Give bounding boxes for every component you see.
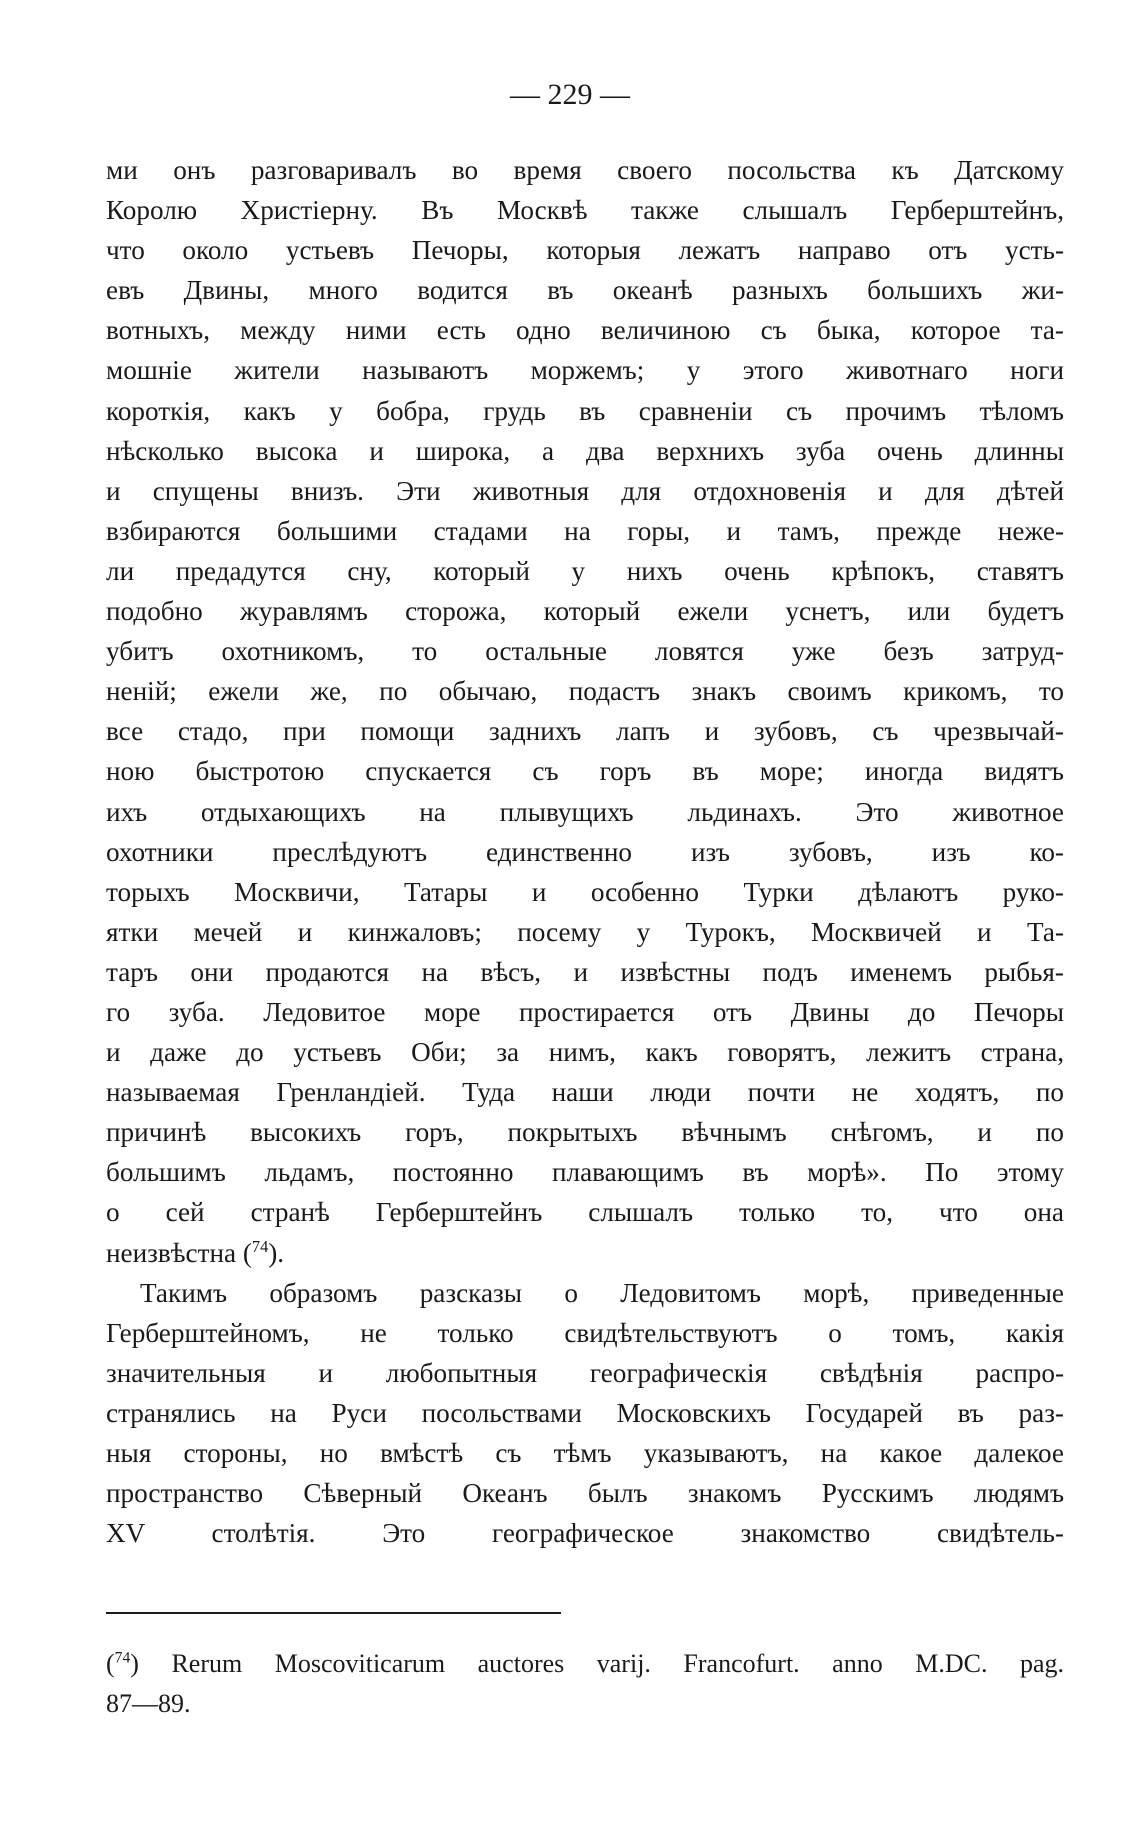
- text-line: охотники преслѣдуютъ единственно изъ зубовъ, изъ ко-: [106, 836, 1064, 867]
- text-segment: неизвѣстна (: [106, 1237, 252, 1268]
- footnote-paren: (: [106, 1649, 115, 1678]
- text-line: большимъ льдамъ, постоянно плавающимъ въ морѣ». По этому: [106, 1157, 1064, 1188]
- paragraph-1: [106, 150, 1064, 1273]
- text-line: Герберштейномъ, не только свидѣтельствуютъ о томъ, какiя: [106, 1317, 1064, 1348]
- text-line: ми онъ разговаривалъ во время своего посольства къ Датскому: [106, 155, 1064, 185]
- text-line: странялись на Руси посольствами Московскихъ Государей въ раз-: [106, 1397, 1064, 1428]
- text-line: взбираются большими стадами на горы, и тамъ, прежде неже-: [106, 515, 1064, 546]
- text-line: ною быстротою спускается съ горъ въ море; иногда видятъ: [106, 756, 1064, 787]
- footnote: [106, 1644, 1064, 1724]
- page-number: — 229 —: [510, 78, 630, 111]
- text-line: и спущены внизъ. Эти животныя для отдохновенiя и для дѣтей: [106, 475, 1064, 506]
- text-line: таръ они продаются на вѣсъ, и извѣстны подъ именемъ рыбья-: [106, 956, 1064, 987]
- text-line: вотныхъ, между ними есть одно величиною съ быка, которое та-: [106, 315, 1064, 346]
- paragraph-2: [106, 1273, 1064, 1554]
- text-line: называемая Гренландiей. Туда наши люди почти не ходятъ, по: [106, 1077, 1064, 1108]
- text-line: ихъ отдыхающихъ на плывущихъ льдинахъ. Это животное: [106, 796, 1064, 827]
- footnote-line: [106, 1644, 1064, 1684]
- text-line-last: [106, 1233, 1064, 1273]
- text-line: Такимъ образомъ разсказы о Ледовитомъ морѣ, приведенные: [140, 1277, 1064, 1308]
- footnote-reference[interactable]: 74: [251, 1236, 269, 1256]
- text-line: нѣсколько высока и широка, а два верхнихъ зуба очень длинны: [106, 435, 1064, 466]
- text-line: короткiя, какъ у бобра, грудь въ сравненiи съ прочимъ тѣломъ: [106, 395, 1064, 426]
- text-line: причинѣ высокихъ горъ, покрытыхъ вѣчнымъ снѣгомъ, и по: [106, 1117, 1064, 1148]
- text-line: ятки мечей и кинжаловъ; посему у Турокъ, Москвичей и Та-: [106, 916, 1064, 947]
- text-line: ныя стороны, но вмѣстѣ съ тѣмъ указываютъ, на какое далекое: [106, 1438, 1064, 1468]
- text-line: пространство Сѣверный Океанъ былъ знакомъ Русскимъ людямъ: [106, 1478, 1064, 1509]
- text-line: о сей странѣ Герберштейнъ слышалъ только то, что она: [106, 1197, 1064, 1228]
- text-line: значительныя и любопытныя географическiя свѣдѣнiя распро-: [106, 1357, 1064, 1388]
- footnote-divider: [106, 1612, 561, 1614]
- text-line: и даже до устьевъ Оби; за нимъ, какъ говорятъ, лежитъ страна,: [106, 1037, 1064, 1068]
- text-segment: ).: [268, 1237, 285, 1268]
- text-line: го зуба. Ледовитое море простирается отъ Двины до Печоры: [106, 996, 1064, 1027]
- footnote-citation: Rerum Moscoviticarum auctores varij. Francofurt. anno M.DC. pag.: [171, 1649, 1065, 1678]
- text-line: подобно журавлямъ сторожа, который ежели уснетъ, или будетъ: [106, 596, 1064, 627]
- text-line: Королю Христiерну. Въ Москвѣ также слышалъ Герберштейнъ,: [106, 195, 1064, 226]
- text-line: евъ Двины, много водится въ океанѣ разныхъ большихъ жи-: [106, 275, 1064, 306]
- text-line: мошнiе жители называютъ моржемъ; у этого животнаго ноги: [106, 355, 1064, 386]
- footnote-paren: ): [130, 1649, 139, 1678]
- text-line: убитъ охотникомъ, то остальные ловятся уже безъ затруд-: [106, 636, 1064, 667]
- text-line: ли предадутся сну, который у нихъ очень крѣпокъ, ставятъ: [106, 555, 1064, 586]
- footnote-pages: 87—89.: [106, 1689, 191, 1718]
- body-text: [106, 150, 1064, 1553]
- text-line: ненiй; ежели же, по обычаю, подастъ знакъ своимъ крикомъ, то: [106, 676, 1064, 707]
- footnote-number: 74: [114, 1649, 131, 1667]
- text-line: торыхъ Москвичи, Татары и особенно Турки дѣлаютъ руко-: [106, 876, 1064, 907]
- text-line: все стадо, при помощи заднихъ лапъ и зубовъ, съ чрезвычай-: [106, 716, 1064, 747]
- text-line: XV столѣтiя. Это географическое знакомство свидѣтель-: [106, 1518, 1064, 1549]
- text-line: что около устьевъ Печоры, которыя лежатъ направо отъ усть-: [106, 235, 1064, 266]
- footnote-marker: [106, 1649, 139, 1678]
